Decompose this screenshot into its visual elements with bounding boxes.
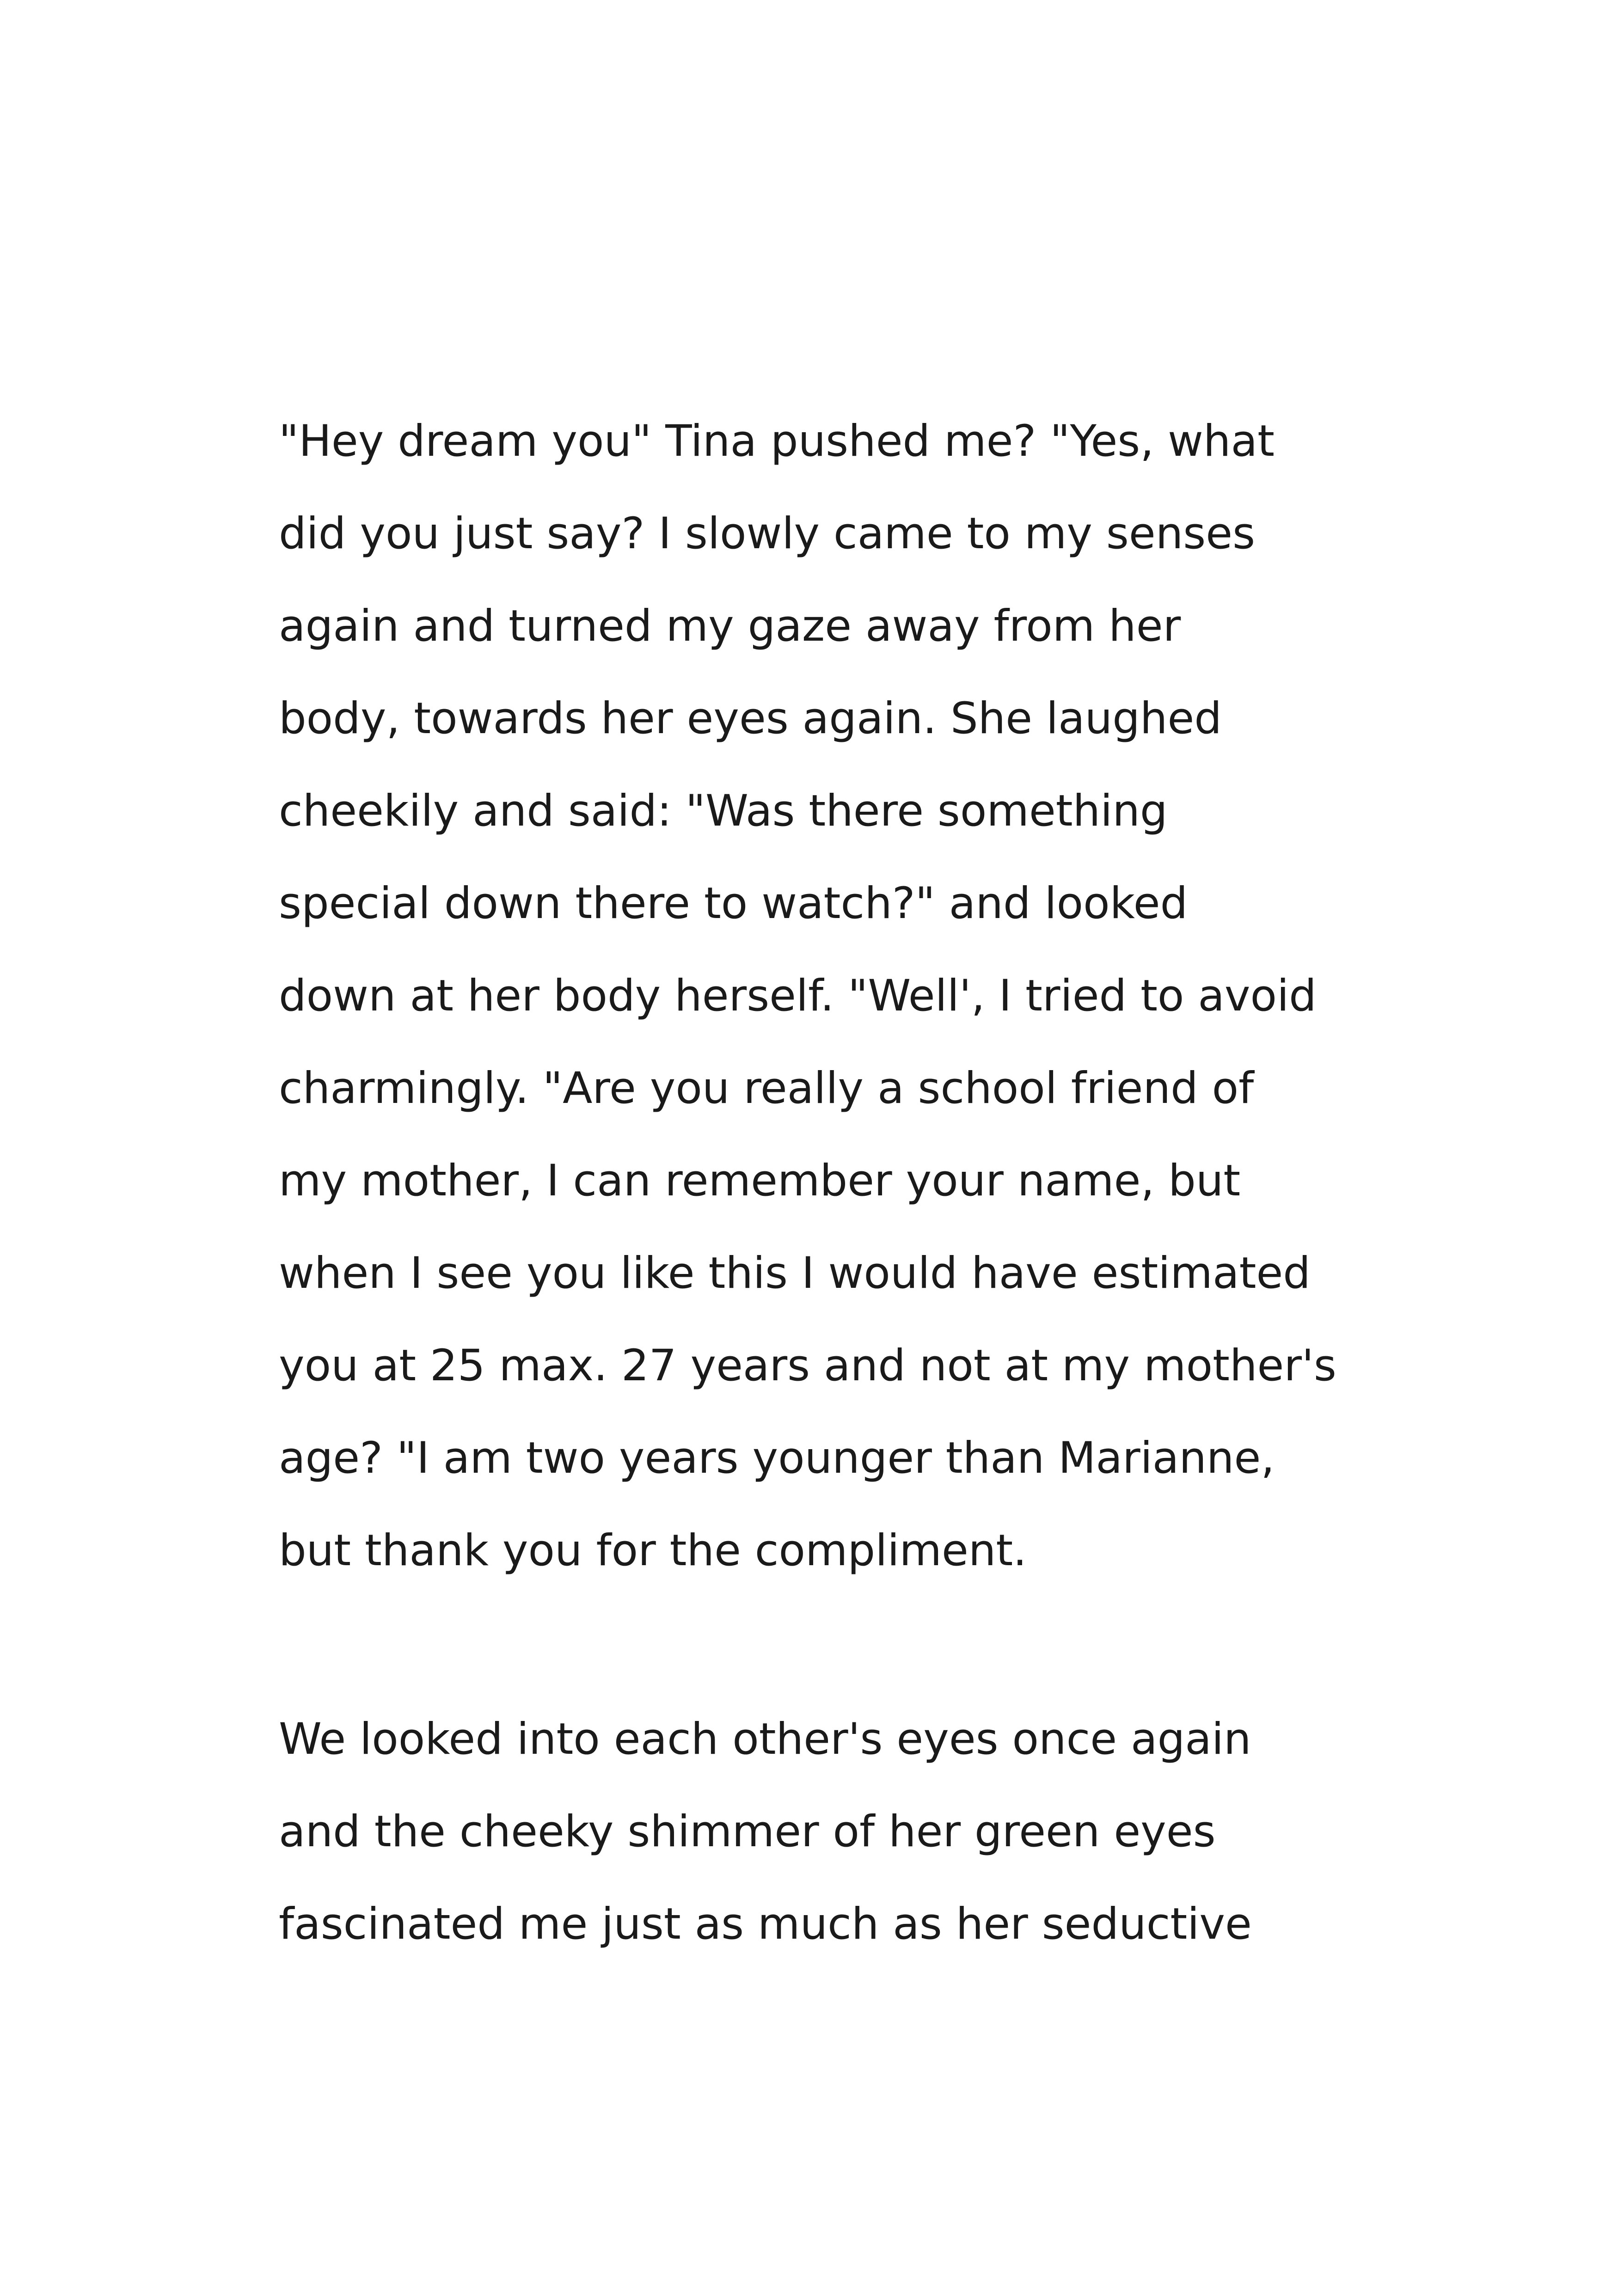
- text-line: did you just say? I slowly came to my senses: [279, 508, 1256, 559]
- text-line: age? "I am two years younger than Marianne,: [279, 1433, 1275, 1483]
- text-line: charmingly. "Are you really a school friend of: [279, 1063, 1254, 1114]
- text-line: you at 25 max. 27 years and not at my mother's: [279, 1341, 1336, 1391]
- paragraph: [279, 1693, 1356, 1971]
- text-line: special down there to watch?" and looked: [279, 878, 1188, 929]
- text-line: down at her body herself. "Well', I tried to avoid: [279, 971, 1317, 1021]
- text-line: fascinated me just as much as her seductive: [279, 1899, 1252, 1949]
- paragraph: [279, 395, 1356, 1597]
- text-line: again and turned my gaze away from her: [279, 601, 1181, 651]
- text-line: "Hey dream you" Tina pushed me? "Yes, what: [279, 416, 1275, 466]
- text-line: and the cheeky shimmer of her green eyes: [279, 1806, 1216, 1857]
- text-line: body, towards her eyes again. She laughed: [279, 693, 1222, 744]
- text-line: when I see you like this I would have estimated: [279, 1248, 1311, 1298]
- text-line: We looked into each other's eyes once again: [279, 1714, 1251, 1764]
- text-line: my mother, I can remember your name, but: [279, 1156, 1241, 1206]
- text-line: but thank you for the compliment.: [279, 1525, 1027, 1576]
- text-line: cheekily and said: "Was there something: [279, 786, 1168, 836]
